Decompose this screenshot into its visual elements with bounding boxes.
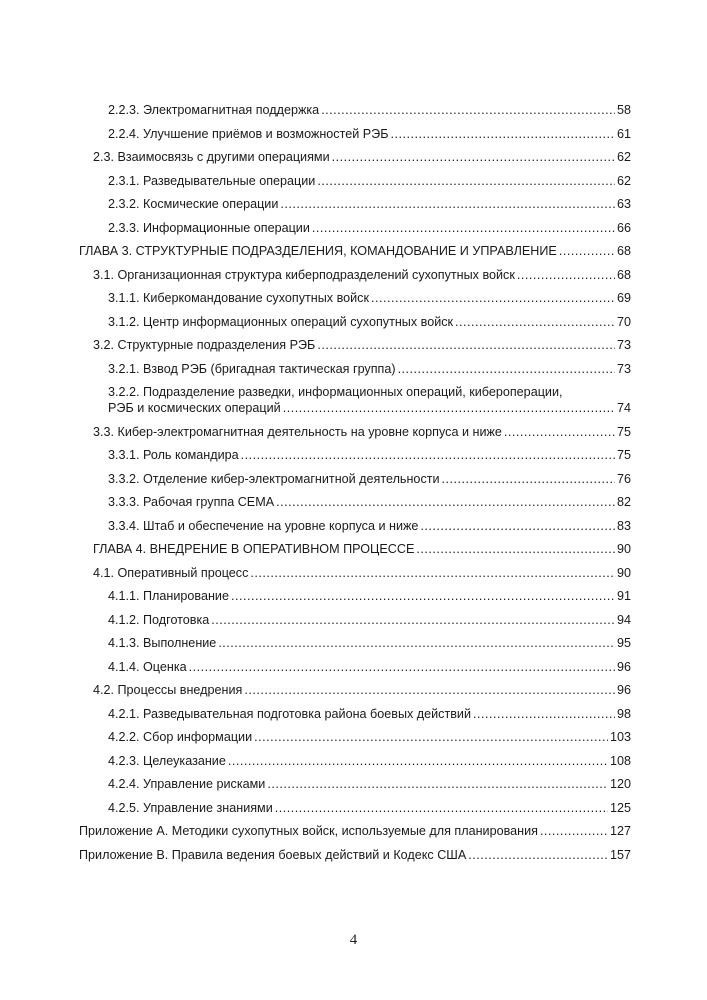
toc-entry-title: 4.2.3. Целеуказание [108, 753, 226, 768]
toc-entry-title: Приложение А. Методики сухопутных войск, используемые для планирования [79, 824, 538, 838]
dot-leader [391, 126, 615, 142]
toc-entry[interactable] [0, 753, 707, 769]
toc-entry-page: 103 [609, 730, 631, 744]
toc-entry-page: 70 [616, 314, 631, 329]
toc-entry-title: 2.2.4. Улучшение приёмов и возможностей РЭБ [108, 126, 389, 141]
toc-entry-title: ГЛАВА 3. СТРУКТУРНЫЕ ПОДРАЗДЕЛЕНИЯ, КОМАНДОВАНИЕ И УПРАВЛЕНИЕ [79, 244, 557, 258]
toc-entry[interactable] [0, 706, 707, 722]
toc-entry-page: 73 [616, 338, 631, 352]
dot-leader [228, 753, 608, 769]
toc-entry-page: 98 [616, 706, 631, 721]
toc-entry-title: 3.1. Организационная структура киберподразделений сухопутных войск [93, 267, 515, 282]
toc-entry[interactable] [0, 682, 707, 698]
dot-leader [504, 424, 615, 440]
dot-leader [250, 565, 615, 581]
toc-entry[interactable] [0, 541, 707, 557]
toc-entry-title-line2: РЭБ и космических операций [108, 401, 281, 415]
dot-leader [312, 220, 615, 236]
dot-leader [416, 541, 615, 557]
toc-entry-page: 91 [616, 589, 631, 603]
dot-leader [231, 588, 615, 604]
toc-entry-title: 4.1.2. Подготовка [108, 612, 210, 627]
toc-entry-title: 4.1.1. Планирование [108, 589, 229, 603]
toc-entry-title: 4.2.1. Разведывательная подготовка района боевых действий [108, 706, 472, 721]
dot-leader [468, 847, 608, 863]
toc-entry-page: 157 [609, 847, 631, 862]
toc-entry-title: 2.2.3. Электромагнитная поддержка [108, 103, 320, 117]
toc-entry[interactable] [0, 267, 707, 283]
toc-entry-page: 76 [616, 471, 631, 486]
dot-leader [517, 267, 615, 283]
dot-leader [371, 290, 615, 306]
toc-entry[interactable] [0, 518, 707, 534]
toc-entry-title: ГЛАВА 4. ВНЕДРЕНИЕ В ОПЕРАТИВНОМ ПРОЦЕССЕ [93, 542, 415, 556]
toc-entry-page: 120 [609, 777, 631, 791]
toc-entry[interactable] [0, 314, 707, 330]
toc-entry-page: 125 [609, 800, 631, 815]
toc-entry[interactable] [0, 361, 707, 377]
toc-entry[interactable] [0, 847, 707, 863]
toc-entry[interactable] [0, 424, 707, 440]
toc-entry[interactable] [0, 149, 707, 165]
toc-entry[interactable] [0, 612, 707, 628]
toc-entry-title: 4.2.4. Управление рисками [108, 777, 266, 791]
toc-entry[interactable] [0, 729, 707, 745]
dot-leader [218, 635, 615, 651]
toc-entry-page: 69 [616, 291, 631, 305]
toc-entry[interactable] [0, 494, 707, 510]
toc-entry-title: 4.1. Оперативный процесс [93, 565, 249, 580]
dot-leader [420, 518, 615, 534]
toc-entry-page: 90 [616, 542, 631, 556]
dot-leader [254, 729, 608, 745]
dot-leader [241, 447, 615, 463]
toc-entry-page: 108 [609, 753, 631, 768]
toc-entry-title: 4.2.2. Сбор информации [108, 730, 253, 744]
dot-leader [280, 196, 615, 212]
toc-entry-title: Приложение В. Правила ведения боевых действий и Кодекс США [79, 847, 467, 862]
toc-entry-page: 58 [616, 103, 631, 117]
dot-leader [283, 400, 615, 416]
toc-entry-page: 95 [616, 636, 631, 650]
toc-entry-page: 82 [616, 495, 631, 509]
toc-entry-page: 62 [616, 150, 631, 164]
toc-entry-page: 75 [616, 424, 631, 439]
dot-leader [559, 243, 615, 259]
table-of-contents [0, 102, 707, 870]
toc-entry[interactable] [0, 337, 707, 353]
dot-leader [267, 776, 608, 792]
toc-entry-page: 96 [616, 683, 631, 697]
toc-entry[interactable] [0, 102, 707, 118]
toc-entry-title: 4.2. Процессы внедрения [93, 683, 243, 697]
toc-entry-title: 3.1.2. Центр информационных операций сухопутных войск [108, 314, 454, 329]
dot-leader [275, 800, 608, 816]
dot-leader [398, 361, 615, 377]
toc-entry-page: 73 [616, 361, 631, 376]
toc-entry-page: 63 [616, 197, 631, 211]
toc-entry-page: 127 [609, 824, 631, 838]
toc-entry-page: 61 [616, 126, 631, 141]
toc-entry-title: 2.3.3. Информационные операции [108, 220, 310, 235]
toc-entry[interactable] [0, 126, 707, 142]
dot-leader [442, 471, 615, 487]
toc-entry-title: 3.3.3. Рабочая группа CEMA [108, 495, 275, 509]
toc-entry[interactable] [0, 635, 707, 651]
toc-entry[interactable] [0, 776, 707, 792]
toc-entry-title: 3.2.1. Взвод РЭБ (бригадная тактическая группа) [108, 361, 396, 376]
dot-leader [317, 173, 615, 189]
toc-entry[interactable] [0, 196, 707, 212]
toc-entry[interactable] [0, 447, 707, 463]
toc-entry[interactable] [0, 290, 707, 306]
toc-entry[interactable] [0, 220, 707, 236]
toc-entry-page: 74 [616, 401, 631, 415]
toc-entry-title: 2.3. Взаимосвязь с другими операциями [93, 150, 330, 164]
toc-entry-title: 4.2.5. Управление знаниями [108, 800, 273, 815]
toc-entry-title: 3.1.1. Киберкомандование сухопутных войск [108, 291, 369, 305]
toc-entry-title: 4.1.4. Оценка [108, 659, 187, 674]
toc-entry-page: 94 [616, 612, 631, 627]
toc-entry-page: 83 [616, 518, 631, 533]
toc-entry-page: 75 [616, 448, 631, 462]
toc-entry-page: 68 [616, 244, 631, 258]
toc-entry[interactable] [0, 471, 707, 487]
toc-entry-title: 3.3.1. Роль командира [108, 448, 239, 462]
toc-entry[interactable] [0, 823, 707, 839]
toc-entry[interactable] [0, 800, 707, 816]
dot-leader [455, 314, 615, 330]
toc-entry[interactable] [0, 565, 707, 581]
dot-leader [211, 612, 615, 628]
dot-leader [317, 337, 615, 353]
toc-entry-title-line1: 3.2.2. Подразделение разведки, информационных операций, кибероперации, [108, 385, 563, 399]
toc-entry[interactable] [0, 588, 707, 604]
toc-entry-page: 68 [616, 267, 631, 282]
toc-entry-title: 2.3.2. Космические операции [108, 197, 279, 211]
toc-entry-page: 62 [616, 173, 631, 188]
toc-entry-title: 2.3.1. Разведывательные операции [108, 173, 316, 188]
toc-entry-title: 3.3.2. Отделение кибер-электромагнитной деятельности [108, 471, 440, 486]
dot-leader [244, 682, 615, 698]
dot-leader [276, 494, 615, 510]
toc-entry-page: 96 [616, 659, 631, 674]
dot-leader [321, 102, 615, 118]
toc-entry-title: 3.3. Кибер-электромагнитная деятельность на уровне корпуса и ниже [93, 424, 502, 439]
toc-entry-title: 3.3.4. Штаб и обеспечение на уровне корпуса и ниже [108, 518, 419, 533]
toc-entry-page: 66 [616, 220, 631, 235]
toc-entry[interactable] [0, 659, 707, 675]
dot-leader [189, 659, 615, 675]
toc-entry[interactable] [0, 173, 707, 189]
page-number: 4 [349, 932, 358, 948]
dot-leader [540, 823, 608, 839]
toc-entry[interactable] [0, 243, 707, 259]
toc-entry-title: 4.1.3. Выполнение [108, 636, 217, 650]
dot-leader [473, 706, 615, 722]
toc-entry-page: 90 [616, 565, 631, 580]
toc-entry[interactable] [0, 384, 707, 416]
toc-entry-title: 3.2. Структурные подразделения РЭБ [93, 338, 316, 352]
dot-leader [332, 149, 615, 165]
